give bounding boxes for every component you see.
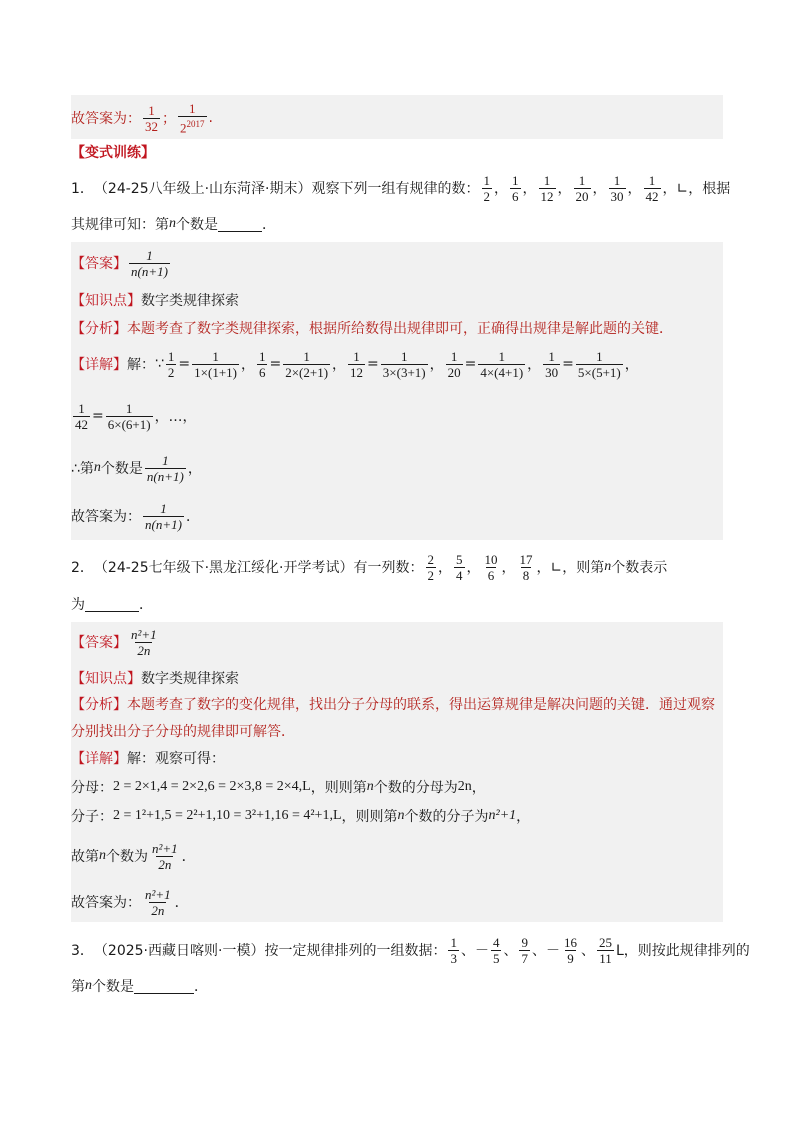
fraction: $\frac{1}{2}$	[167, 348, 175, 380]
fraction: $\frac{1}{2}$	[483, 172, 491, 204]
fraction: $\frac{1}{42}$	[645, 172, 659, 204]
fraction: $\frac{1}{3}$	[450, 934, 457, 966]
fraction: $\frac{25}{11}$	[598, 934, 612, 966]
q1-detail-line2: $\frac{1}{42}$ = $\frac{1}{6\times(6+1)}$ ，…，	[75, 400, 197, 432]
top-answer-line: 故答案为： $\frac{1}{32}$ ； $\frac{1}{2^{2017}}$ .	[71, 100, 213, 136]
question-1	[71, 168, 731, 238]
fraction: $\frac{2}{2}$	[427, 551, 435, 583]
answer-blank[interactable]	[218, 217, 262, 232]
q1-stem-line1: 1． （24-25八年级上·山东菏泽·期末）观察下列一组有规律的数： $\frac{1}{2}$ ， $\frac{1}{6}$ ， $\frac{1}{12}$ ， $\frac{1}{20}$ ， $\frac{1}{30}$ ， $\frac{1}{42}$ ，∟，根据	[71, 172, 731, 204]
fraction: $\frac{1}{6\times(6+1)}$	[107, 400, 151, 432]
question-2	[71, 546, 723, 618]
q2-stem-line1: 2． （24-25七年级下·黑龙江绥化·开学考试）有一列数： $\frac{2}{2}$ ， $\frac{5}{4}$ ， $\frac{10}{6}$ ， $\frac{17}{8}$ ，∟，则第 n 个数表示	[71, 551, 668, 583]
section-header	[71, 142, 723, 162]
q1-knowledge: 【知识点】 数字类规律探索	[71, 293, 239, 309]
fraction: $\frac{1}{n(n+1)}$	[131, 247, 168, 279]
fraction: $\frac{\text{n²+1}}{2n}$	[152, 840, 178, 872]
q1-answer: 【答案】 $\frac{1}{n(n+1)}$	[71, 247, 168, 279]
q1-solution	[71, 242, 723, 540]
fraction: $\frac{1}{n(n+1)}$	[146, 452, 184, 484]
answer-blank[interactable]	[134, 979, 194, 994]
q2-stem-line2: 为 ．	[71, 597, 153, 613]
fraction: $\frac{10}{6}$	[484, 551, 498, 583]
q1-analysis: 【分析】 本题考查了数字类规律探索，根据所给数得出规律即可，正确得出规律是解此题的关键．	[71, 321, 673, 337]
q2-denominator: 分母： 2 = 2×1,4 = 2×2,6 = 2×3,8 = 2×4,L ，则则第 n 个数的分母为 2n ，	[71, 779, 486, 796]
fraction: $\frac{1}{20}$	[447, 348, 461, 380]
q2-detail: 【详解】 解：观察可得：	[71, 751, 225, 767]
q3-stem-line2: 第 n 个数是 ．	[71, 978, 208, 995]
q2-analysis-2: 分别找出分子分母的规律即可解答．	[71, 724, 295, 740]
top-answer-block	[71, 95, 723, 139]
fraction: $\frac{9}{7}$	[521, 934, 528, 966]
fraction: $\frac{\text{n²+1}}{2n}$	[145, 886, 171, 918]
q3-stem-line1: 3． （2025·西藏日喀则·一模）按一定规律排列的一组数据： $\frac{1}{3}$ 、－ $\frac{4}{5}$ 、 $\frac{9}{7}$ 、－ $\frac{16}{9}$ 、 $\frac{25}{11}$ L，则按此规律排列的	[71, 934, 750, 966]
fraction: $\frac{1}{20}$	[575, 172, 589, 204]
fraction: $\frac{5}{4}$	[456, 551, 463, 583]
fraction: $\frac{1}{32}$	[145, 102, 158, 134]
fraction: $\frac{1}{42}$	[75, 400, 88, 432]
fraction: $\frac{1}{6}$	[258, 348, 266, 380]
fraction: $\frac{1}{12}$	[540, 172, 554, 204]
fraction: $\frac{1}{12}$	[350, 348, 364, 380]
fraction: $\frac{1}{30}$	[610, 172, 624, 204]
answer-prefix: 故答案为：	[71, 111, 141, 127]
q2-solution	[71, 622, 723, 922]
q1-therefore: ∴第 n 个数是 $\frac{1}{n(n+1)}$ ，	[71, 452, 202, 484]
q2-numerator: 分子： 2 = 1²+1,5 = 2²+1,10 = 3²+1,16 = 4²+1,L ，则则第 n 个数的分子为 n²+1 ，	[71, 808, 531, 825]
fraction: $\frac{\text{n²+1}}{2n}$	[131, 626, 157, 658]
q2-final: 故答案为： $\frac{\text{n²+1}}{2n}$ ．	[71, 886, 189, 918]
answer-blank[interactable]	[85, 597, 139, 612]
fraction: $\frac{1}{2^{2017}}$	[180, 100, 205, 136]
q2-conclusion: 故第 n 个数为 $\frac{\text{n²+1}}{2n}$ ．	[71, 840, 196, 872]
q2-answer: 【答案】 $\frac{\text{n²+1}}{2n}$	[71, 626, 157, 658]
fraction: $\frac{17}{8}$	[519, 551, 533, 583]
question-3	[71, 930, 750, 1000]
q2-knowledge: 【知识点】 数字类规律探索	[71, 671, 239, 687]
fraction: $\frac{1}{5\times(5+1)}$	[577, 348, 621, 380]
fraction: $\frac{16}{9}$	[563, 934, 577, 966]
q1-detail-line1: 【详解】 解： ∵ $\frac{1}{2}$ = $\frac{1}{1\times(1+1)}$ ， $\frac{1}{6}$ = $\frac{1}{2\times(2+1)}$ ， $\frac{1}{12}$ = $\frac{1}{3\times(3+1)}$ ， $\frac{1}{20}$ = $\frac{1}{4\times(4+1)}$ ， $\frac{1}{30}$ = $\frac{1}{5\times(5+1)}$ ，	[71, 348, 639, 380]
fraction: $\frac{1}{30}$	[545, 348, 559, 380]
fraction: $\frac{1}{6}$	[512, 172, 519, 204]
variant-title: 【变式训练】	[71, 145, 155, 161]
q1-final: 故答案为： $\frac{1}{n(n+1)}$ ．	[71, 500, 200, 532]
fraction: $\frac{1}{n(n+1)}$	[145, 500, 182, 532]
fraction: $\frac{1}{2\times(2+1)}$	[285, 348, 329, 380]
fraction: $\frac{1}{4\times(4+1)}$	[480, 348, 524, 380]
q1-stem-line2: 其规律可知：第 n 个数是 ．	[71, 216, 276, 233]
fraction: $\frac{4}{5}$	[492, 934, 500, 966]
q2-analysis-1: 【分析】 本题考查了数字的变化规律，找出分子分母的联系，得出运算规律是解决问题的关键．通过观察	[71, 697, 715, 713]
fraction: $\frac{1}{1\times(1+1)}$	[194, 348, 237, 380]
fraction: $\frac{1}{3\times(3+1)}$	[382, 348, 426, 380]
